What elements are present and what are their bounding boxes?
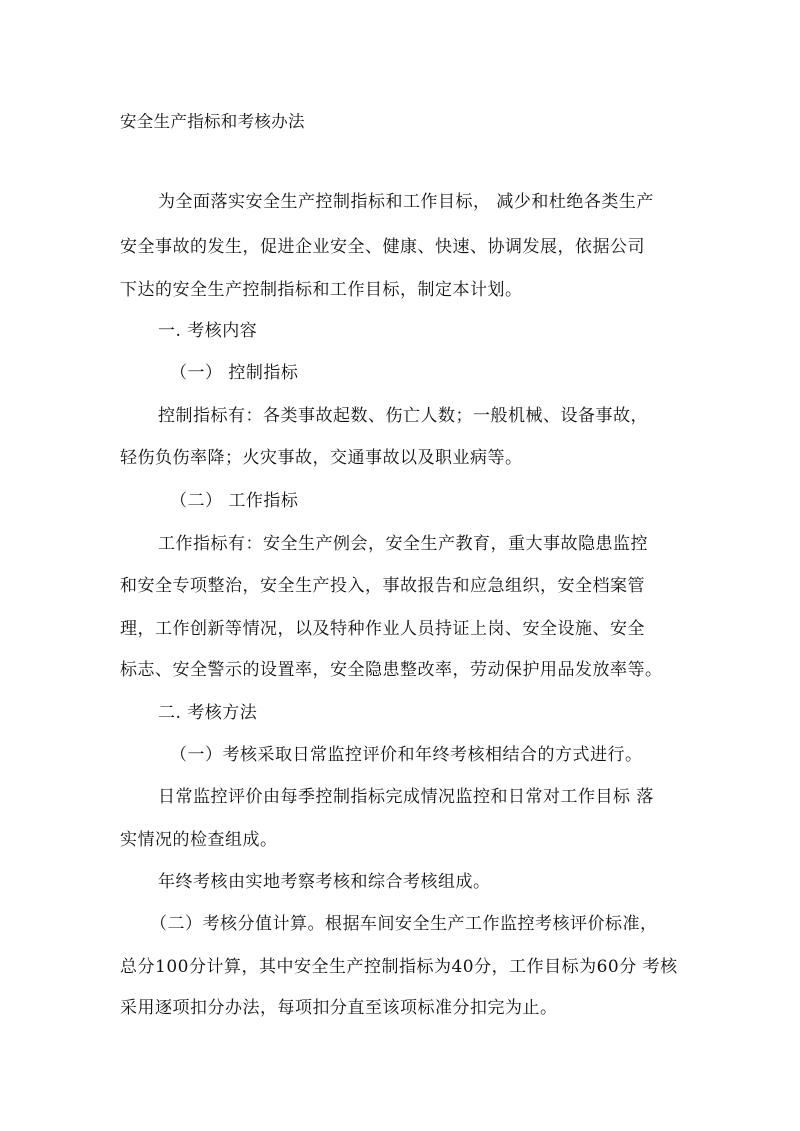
score-calculation-line-2: 总分100分计算，其中安全生产控制指标为40分，工作目标为60分 考核 [120,957,678,977]
intro-line-3: 下达的安全生产控制指标和工作目标，制定本计划。 [120,280,523,300]
work-indicators-line-3: 理，工作创新等情况，以及特种作业人员持证上岗、安全设施、安全 [120,619,645,639]
daily-monitoring-line-1: 日常监控评价由每季控制指标完成情况监控和日常对工作目标 落 [158,787,654,807]
section-1-heading: 一. 考核内容 [158,321,258,341]
score-calculation-line-3: 采用逐项扣分办法，每项扣分直至该项标准分扣完为止。 [120,998,558,1018]
score-calculation-line-1: （二）考核分值计算。根据车间安全生产工作监控考核评价标准， [150,914,658,934]
work-indicators-line-2: 和安全专项整治，安全生产投入，事故报告和应急组织，安全档案管 [120,576,645,596]
work-indicators-line-1: 工作指标有：安全生产例会，安全生产教育，重大事故隐患监控 [158,534,648,554]
section-1-sub-1-heading: （一） 控制指标 [170,363,299,383]
work-indicators-line-4: 标志、安全警示的设置率，安全隐患整改率，劳动保护用品发放率等。 [120,660,663,680]
intro-line-1: 为全面落实安全生产控制指标和工作目标， 减少和杜绝各类生产 [158,192,654,212]
section-2-heading: 二. 考核方法 [158,703,258,723]
control-indicators-line-2: 轻伤负伤率降；火灾事故，交通事故以及职业病等。 [120,448,523,468]
year-end-assessment-line: 年终考核由实地考察考核和综合考核组成。 [158,872,491,892]
section-1-sub-2-heading: （二） 工作指标 [170,491,299,511]
intro-line-2: 安全事故的发生，促进企业安全、健康、快速、协调发展，依据公司 [120,237,645,257]
control-indicators-line-1: 控制指标有：各类事故起数、伤亡人数；一般机械、设备事故， [158,406,648,426]
section-2-sub-1-heading: （一）考核采取日常监控评价和年终考核相结合的方式进行。 [170,745,643,765]
daily-monitoring-line-2: 实情况的检查组成。 [120,830,278,850]
page-title: 安全生产指标和考核办法 [120,112,305,131]
